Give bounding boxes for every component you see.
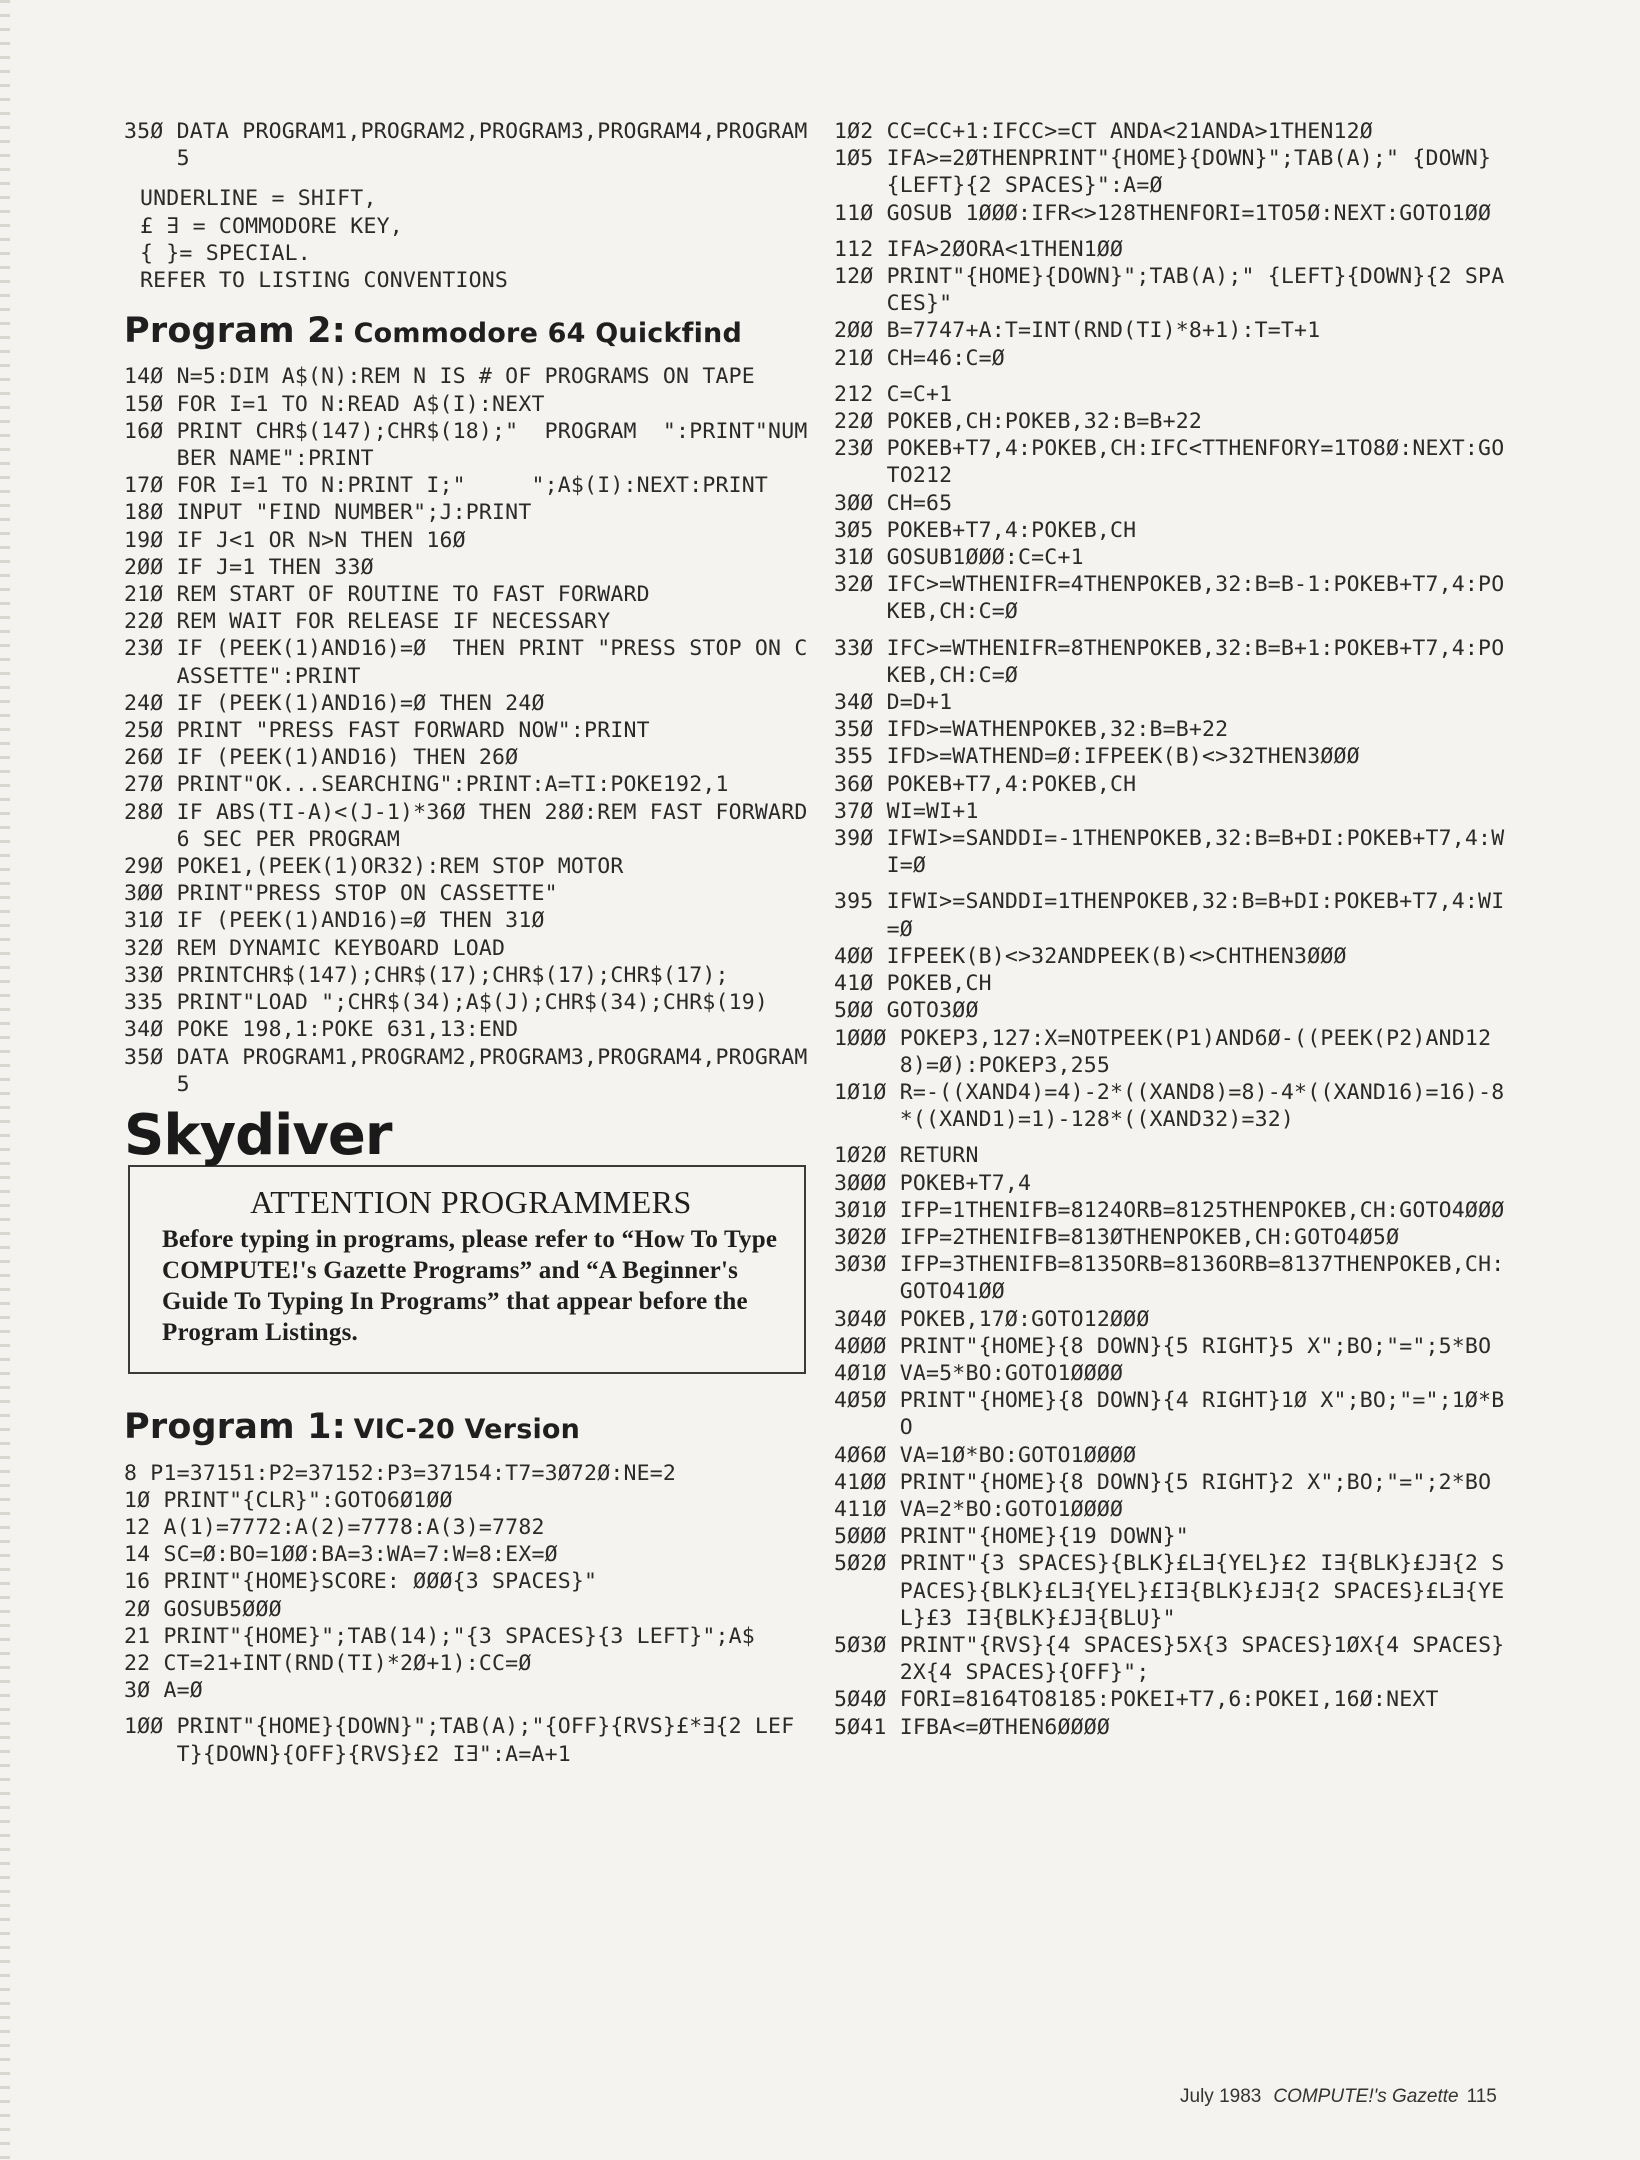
line-code: POKEB+T7,4:POKEB,CH: [886, 771, 1137, 797]
code-line: [124, 1713, 814, 1767]
code-line: [834, 435, 1514, 489]
code-line: [834, 798, 1514, 825]
page-footer: [1180, 2086, 1497, 2108]
line-code: FORI=8164TO8185:POKEI+T7,6:POKEI,16Ø:NEXT: [899, 1687, 1439, 1713]
line-number: 3Ø: [124, 1678, 164, 1704]
code-line: [124, 1514, 814, 1541]
footer-magazine: COMPUTE!'s Gazette: [1273, 2086, 1459, 2107]
code-line: [834, 943, 1514, 970]
line-code: IF (PEEK(1)AND16) THEN 26Ø: [176, 745, 519, 771]
program1-heading: [124, 1407, 814, 1448]
line-number: 3Ø1Ø: [834, 1197, 900, 1223]
code-line: [834, 1025, 1514, 1079]
line-number: 355: [834, 744, 887, 770]
legend-line: UNDERLINE = SHIFT,: [140, 186, 377, 212]
line-number: 4ØØØ: [834, 1333, 900, 1359]
line-code: PRINT"{HOME}{DOWN}";TAB(A);"{OFF}{RVS}£*∃{2 LEFT}{DOWN}{OFF}{RVS}£2 I∃":A=A+1: [176, 1714, 795, 1767]
line-code: PRINT"{HOME}{19 DOWN}": [899, 1524, 1189, 1550]
line-number: 17Ø: [124, 473, 177, 499]
line-code: POKEB,CH: [886, 971, 992, 997]
line-number: 1ØØØ: [834, 1025, 900, 1051]
line-number: 4Ø1Ø: [834, 1360, 900, 1386]
line-number: 14Ø: [124, 364, 177, 390]
program2-heading: [124, 311, 814, 352]
code-line: [834, 544, 1514, 571]
line-code: GOSUB5ØØØ: [163, 1596, 282, 1622]
line-number: 1Ø: [124, 1487, 164, 1513]
code-line: [124, 608, 814, 635]
line-code: IFA>2ØORA<1THEN1ØØ: [886, 236, 1124, 262]
line-code: IF ABS(TI-A)<(J-1)*36Ø THEN 28Ø:REM FAST FORWARD 6 SEC PER PROGRAM: [176, 799, 821, 852]
code-line: [124, 1541, 814, 1568]
line-number: 335: [124, 990, 177, 1016]
line-code: P1=37151:P2=37152:P3=37154:T7=3Ø72Ø:NE=2: [150, 1460, 677, 1486]
line-number: 35Ø: [834, 717, 887, 743]
line-number: 19Ø: [124, 527, 177, 553]
line-code: PRINTCHR$(147);CHR$(17);CHR$(17);CHR$(17);: [176, 962, 729, 988]
line-number: 41Ø: [834, 971, 887, 997]
line-number: 22: [124, 1650, 164, 1676]
code-line: [834, 1632, 1514, 1686]
code-line: [834, 689, 1514, 716]
line-number: 1Ø2: [834, 119, 887, 144]
code-line: [834, 771, 1514, 798]
line-number: 18Ø: [124, 500, 177, 526]
code-line: [124, 771, 814, 798]
line-number: 3ØØØ: [834, 1170, 900, 1196]
line-code: CH=46:C=Ø: [886, 345, 1005, 371]
line-number: 112: [834, 236, 887, 262]
code-line: [124, 554, 814, 581]
line-code: A=Ø: [163, 1678, 203, 1704]
line-code: INPUT "FIND NUMBER";J:PRINT: [176, 500, 532, 526]
line-number: 33Ø: [834, 635, 887, 661]
code-line: [124, 1596, 814, 1623]
line-code: IF (PEEK(1)AND16)=Ø THEN 24Ø: [176, 690, 545, 716]
code-line: [834, 145, 1514, 199]
line-code: GOSUB 1ØØØ:IFR<>128THENFORI=1TO5Ø:NEXT:GOTO1ØØ: [886, 200, 1492, 226]
attention-body: Before typing in programs, please refer to “How To Type COMPUTE!'s Gazette Programs” and “A Beginner's Guide To Typing In Programs” that appear before the Program Listings.: [162, 1226, 778, 1347]
line-code: RETURN: [899, 1143, 979, 1169]
line-number: 5Ø41: [834, 1714, 900, 1740]
code-line: [124, 635, 814, 689]
code-line: [124, 1623, 814, 1650]
line-number: 25Ø: [124, 718, 177, 744]
line-number: 1Ø2Ø: [834, 1143, 900, 1169]
line-code: POKEB+T7,4:POKEB,CH: [886, 517, 1137, 543]
line-code: POKEB,CH:POKEB,32:B=B+22: [886, 409, 1203, 435]
line-code: FOR I=1 TO N:READ A$(I):NEXT: [176, 391, 545, 417]
code-line: [834, 571, 1514, 625]
line-number: 395: [834, 889, 887, 915]
line-code: PRINT"{HOME}SCORE: ØØØ{3 SPACES}": [163, 1569, 598, 1595]
line-number: 15Ø: [124, 391, 177, 417]
legend-line: { }= SPECIAL.: [140, 240, 311, 266]
line-number: 32Ø: [124, 935, 177, 961]
code-line: [124, 391, 814, 418]
line-number: 3Ø5: [834, 517, 887, 543]
code-line: [834, 1523, 1514, 1550]
line-number: 5Ø3Ø: [834, 1632, 900, 1658]
line-number: 16: [124, 1569, 164, 1595]
line-number: 41ØØ: [834, 1469, 900, 1495]
line-number: 21Ø: [834, 345, 887, 371]
line-code: IFP=3THENIFB=8135ORB=8136ORB=8137THENPOKEB,CH:GOTO41ØØ: [899, 1252, 1505, 1305]
program1-heading-label: Program 1:: [124, 1407, 346, 1448]
footer-date: July 1983: [1180, 2086, 1262, 2107]
line-number: 5Ø4Ø: [834, 1687, 900, 1713]
article-title: Skydiver: [124, 1102, 392, 1168]
line-code: R=-((XAND4)=4)-2*((XAND8)=8)-4*((XAND16)=16)-8*((XAND1)=1)-128*((XAND32)=32): [899, 1079, 1505, 1133]
line-number: 5ØØ: [834, 998, 887, 1024]
code-line: [834, 200, 1514, 227]
code-line: [834, 1496, 1514, 1523]
code-line: [834, 345, 1514, 372]
code-line: [834, 236, 1514, 263]
line-number: 2ØØ: [124, 554, 177, 580]
code-line: [124, 744, 814, 771]
line-code: IF J<1 OR N>N THEN 16Ø: [176, 527, 466, 553]
line-code: VA=1Ø*BO:GOTO1ØØØØ: [899, 1442, 1137, 1468]
code-line: [124, 1568, 814, 1595]
line-number: 35Ø: [124, 1044, 177, 1070]
right-column: [834, 118, 1514, 1741]
code-line: [834, 1333, 1514, 1360]
footer-page-number: 115: [1466, 2086, 1497, 2107]
line-code: REM WAIT FOR RELEASE IF NECESSARY: [176, 609, 611, 635]
code-line: [834, 997, 1514, 1024]
line-number: 31Ø: [834, 545, 887, 571]
line-number: 3ØØ: [834, 490, 887, 516]
line-code: IF J=1 THEN 33Ø: [176, 554, 374, 580]
code-line: [124, 418, 814, 472]
code-line: [834, 1360, 1514, 1387]
code-line: [124, 1487, 814, 1514]
code-line: [834, 263, 1514, 317]
line-number: 2ØØ: [834, 318, 887, 344]
line-number: 3Ø3Ø: [834, 1252, 900, 1278]
line-code: DATA PROGRAM1,PROGRAM2,PROGRAM3,PROGRAM4,PROGRAM5: [176, 119, 808, 172]
line-number: 11Ø: [834, 200, 887, 226]
code-line: [124, 1650, 814, 1677]
code-line: [834, 743, 1514, 770]
line-number: 12: [124, 1514, 164, 1540]
code-line: [834, 1142, 1514, 1169]
line-code: PRINT"{3 SPACES}{BLK}£L∃{YEL}£2 I∃{BLK}£J∃{2 SPACES}{BLK}£L∃{YEL}£I∃{BLK}£J∃{2 SPACES}£L∃{YEL}£3 I∃{BLK}£J∃{BLU}": [899, 1551, 1505, 1631]
line-number: 28Ø: [124, 799, 177, 825]
code-line: [834, 118, 1514, 145]
line-code: IFD>=WATHEND=Ø:IFPEEK(B)<>32THEN3ØØØ: [886, 744, 1360, 770]
line-code: FOR I=1 TO N:PRINT I;" ";A$(I):NEXT:PRINT: [176, 473, 769, 499]
line-code: GOSUB1ØØØ:C=C+1: [886, 545, 1084, 571]
line-number: 14: [124, 1542, 164, 1568]
code-line: [834, 635, 1514, 689]
line-number: 21Ø: [124, 582, 177, 608]
line-number: 24Ø: [124, 690, 177, 716]
line-number: 212: [834, 381, 887, 407]
line-code: IFWI>=SANDDI=1THENPOKEB,32:B=B+DI:POKEB+T7,4:WI=Ø: [886, 889, 1505, 942]
code-line: [124, 935, 814, 962]
line-code: SC=Ø:BO=1ØØ:BA=3:WA=7:W=8:EX=Ø: [163, 1542, 558, 1568]
left-column: [124, 118, 821, 1768]
line-number: 31Ø: [124, 908, 177, 934]
attention-box: [128, 1165, 806, 1374]
line-code: N=5:DIM A$(N):REM N IS # OF PROGRAMS ON TAPE: [176, 364, 755, 390]
code-line: [124, 853, 814, 880]
line-code: CT=21+INT(RND(TI)*2Ø+1):CC=Ø: [163, 1650, 532, 1676]
line-code: PRINT"{CLR}":GOTO6Ø1ØØ: [163, 1487, 453, 1513]
code-line: [834, 1306, 1514, 1333]
line-code: PRINT"{RVS}{4 SPACES}5X{3 SPACES}1ØX{4 SPACES}2X{4 SPACES}{OFF}";: [899, 1632, 1505, 1686]
line-code: IF (PEEK(1)AND16)=Ø THEN PRINT "PRESS STOP ON CASSETTE":PRINT: [176, 636, 808, 689]
line-code: IFP=1THENIFB=8124ORB=8125THENPOKEB,CH:GOTO4ØØØ: [899, 1197, 1505, 1223]
line-number: 3Ø4Ø: [834, 1306, 900, 1332]
line-number: 8: [124, 1460, 151, 1486]
code-line: [124, 363, 814, 390]
code-line: [124, 581, 814, 608]
line-number: 3Ø2Ø: [834, 1224, 900, 1250]
code-line: [124, 472, 814, 499]
line-code: PRINT"OK...SEARCHING":PRINT:A=TI:POKE192,1: [176, 772, 729, 798]
line-number: 4Ø5Ø: [834, 1388, 900, 1414]
line-code: IFD>=WATHENPOKEB,32:B=B+22: [886, 717, 1229, 743]
line-number: 29Ø: [124, 854, 177, 880]
listing-block-top: [124, 118, 814, 172]
code-line: [124, 1460, 814, 1487]
line-code: CH=65: [886, 490, 953, 516]
line-code: PRINT"{HOME}{8 DOWN}{4 RIGHT}1Ø X";BO;"=";1Ø*BO: [899, 1388, 1505, 1441]
code-line: [834, 1550, 1514, 1632]
line-code: C=C+1: [886, 381, 953, 407]
line-number: 23Ø: [124, 636, 177, 662]
line-number: 5Ø2Ø: [834, 1551, 900, 1577]
code-line: [834, 490, 1514, 517]
line-number: 23Ø: [834, 436, 887, 462]
line-number: 3ØØ: [124, 881, 177, 907]
line-code: IFPEEK(B)<>32ANDPEEK(B)<>CHTHEN3ØØØ: [886, 943, 1347, 969]
code-line: [124, 527, 814, 554]
line-number: 21: [124, 1623, 164, 1649]
code-line: [834, 1170, 1514, 1197]
code-line: [124, 907, 814, 934]
line-code: POKE1,(PEEK(1)OR32):REM STOP MOTOR: [176, 854, 624, 880]
line-code: CC=CC+1:IFCC>=CT ANDA<21ANDA>1THEN12Ø: [886, 119, 1373, 144]
line-number: 26Ø: [124, 745, 177, 771]
line-code: POKEB,17Ø:GOTO12ØØØ: [899, 1306, 1150, 1332]
line-number: 411Ø: [834, 1496, 900, 1522]
code-line: [834, 317, 1514, 344]
legend-line: £ ∃ = COMMODORE KEY,: [140, 213, 403, 239]
line-number: 39Ø: [834, 826, 887, 852]
code-line: [834, 1224, 1514, 1251]
line-number: 1Ø5: [834, 146, 887, 172]
code-line: [834, 1714, 1514, 1741]
code-line: [834, 1387, 1514, 1441]
code-line: [124, 1044, 814, 1098]
line-code: D=D+1: [886, 690, 953, 716]
line-number: 35Ø: [124, 119, 177, 144]
line-number: 1Ø1Ø: [834, 1079, 900, 1105]
code-line: [834, 381, 1514, 408]
program1-listing-continued: [834, 118, 1514, 1741]
line-code: IFC>=WTHENIFR=8THENPOKEB,32:B=B+1:POKEB+T7,4:POKEB,CH:C=Ø: [886, 635, 1505, 688]
code-line: [834, 716, 1514, 743]
line-number: 1ØØ: [124, 1714, 177, 1740]
code-line: [124, 799, 821, 853]
line-code: IFBA<=ØTHEN6ØØØØ: [899, 1714, 1111, 1740]
line-code: PRINT"LOAD ";CHR$(34);A$(J);CHR$(34);CHR$(19): [176, 990, 769, 1016]
code-line: [834, 1197, 1514, 1224]
code-line: [124, 962, 814, 989]
line-number: 27Ø: [124, 772, 177, 798]
legend-line: REFER TO LISTING CONVENTIONS: [140, 268, 509, 294]
code-line: [834, 825, 1514, 879]
line-code: VA=2*BO:GOTO1ØØØØ: [899, 1496, 1124, 1522]
line-number: 2Ø: [124, 1596, 164, 1622]
line-code: PRINT"{HOME}{DOWN}";TAB(A);" {LEFT}{DOWN}{2 SPACES}": [886, 264, 1505, 317]
line-code: B=7747+A:T=INT(RND(TI)*8+1):T=T+1: [886, 318, 1321, 344]
program1-heading-title: VIC-20 Version: [353, 1414, 581, 1446]
line-code: POKE 198,1:POKE 631,13:END: [176, 1017, 519, 1043]
code-line: [124, 690, 814, 717]
line-number: 34Ø: [834, 690, 887, 716]
line-number: 36Ø: [834, 771, 887, 797]
code-line: [834, 517, 1514, 544]
line-code: IF (PEEK(1)AND16)=Ø THEN 31Ø: [176, 908, 545, 934]
line-code: VA=5*BO:GOTO1ØØØØ: [899, 1360, 1124, 1386]
line-code: IFA>=2ØTHENPRINT"{HOME}{DOWN}";TAB(A);" {DOWN}{LEFT}{2 SPACES}":A=Ø: [886, 146, 1492, 199]
code-line: [834, 1079, 1514, 1133]
code-line: [124, 989, 814, 1016]
line-number: 16Ø: [124, 418, 177, 444]
listing-legend: [140, 185, 814, 294]
line-code: PRINT"{HOME}";TAB(14);"{3 SPACES}{3 LEFT}";A$: [163, 1623, 755, 1649]
code-line: [124, 880, 814, 907]
code-line: [124, 1016, 814, 1043]
line-code: PRINT "PRESS FAST FORWARD NOW":PRINT: [176, 718, 650, 744]
line-code: POKEP3,127:X=NOTPEEK(P1)AND6Ø-((PEEK(P2)AND128)=Ø):POKEP3,255: [899, 1025, 1492, 1078]
line-number: 37Ø: [834, 798, 887, 824]
code-line: [124, 499, 814, 526]
code-line: [124, 717, 814, 744]
code-line: [834, 1469, 1514, 1496]
code-line: [124, 1677, 814, 1704]
line-code: POKEB+T7,4:POKEB,CH:IFC<TTHENFORY=1TO8Ø:NEXT:GOTO212: [886, 436, 1505, 489]
line-code: POKEB+T7,4: [899, 1170, 1032, 1196]
line-code: IFC>=WTHENIFR=4THENPOKEB,32:B=B-1:POKEB+T7,4:POKEB,CH:C=Ø: [886, 572, 1505, 625]
line-code: IFWI>=SANDDI=-1THENPOKEB,32:B=B+DI:POKEB+T7,4:WI=Ø: [886, 826, 1505, 879]
line-number: 5ØØØ: [834, 1524, 900, 1550]
line-code: WI=WI+1: [886, 798, 979, 824]
page-edge: [0, 0, 10, 2160]
line-number: 4ØØ: [834, 943, 887, 969]
line-code: IFP=2THENIFB=813ØTHENPOKEB,CH:GOTO4Ø5Ø: [899, 1224, 1400, 1250]
code-line: [834, 1442, 1514, 1469]
line-number: 22Ø: [124, 609, 177, 635]
line-code: DATA PROGRAM1,PROGRAM2,PROGRAM3,PROGRAM4,PROGRAM5: [176, 1044, 808, 1097]
line-code: REM START OF ROUTINE TO FAST FORWARD: [176, 582, 650, 608]
line-code: A(1)=7772:A(2)=7778:A(3)=7782: [163, 1514, 545, 1540]
code-line: [834, 1686, 1514, 1713]
line-code: PRINT"PRESS STOP ON CASSETTE": [176, 881, 558, 907]
line-number: 33Ø: [124, 962, 177, 988]
line-code: REM DYNAMIC KEYBOARD LOAD: [176, 935, 506, 961]
line-code: PRINT"{HOME}{8 DOWN}{5 RIGHT}5 X";BO;"=";5*BO: [899, 1333, 1492, 1359]
line-number: 22Ø: [834, 409, 887, 435]
line-number: 34Ø: [124, 1017, 177, 1043]
line-code: PRINT CHR$(147);CHR$(18);" PROGRAM ":PRINT"NUMBER NAME":PRINT: [176, 418, 808, 472]
line-number: 32Ø: [834, 572, 887, 598]
code-line: [124, 118, 814, 172]
code-line: [834, 408, 1514, 435]
program2-heading-label: Program 2:: [124, 311, 346, 352]
code-line: [834, 970, 1514, 997]
line-code: PRINT"{HOME}{8 DOWN}{5 RIGHT}2 X";BO;"=";2*BO: [899, 1469, 1492, 1495]
line-code: GOTO3ØØ: [886, 998, 979, 1024]
program1-listing: [124, 1460, 814, 1768]
line-number: 4Ø6Ø: [834, 1442, 900, 1468]
code-line: [834, 888, 1514, 942]
line-number: 12Ø: [834, 264, 887, 290]
code-line: [834, 1251, 1514, 1305]
attention-title: ATTENTION PROGRAMMERS: [250, 1184, 692, 1221]
program2-listing: [124, 363, 821, 1097]
program2-heading-title: Commodore 64 Quickfind: [353, 318, 742, 350]
